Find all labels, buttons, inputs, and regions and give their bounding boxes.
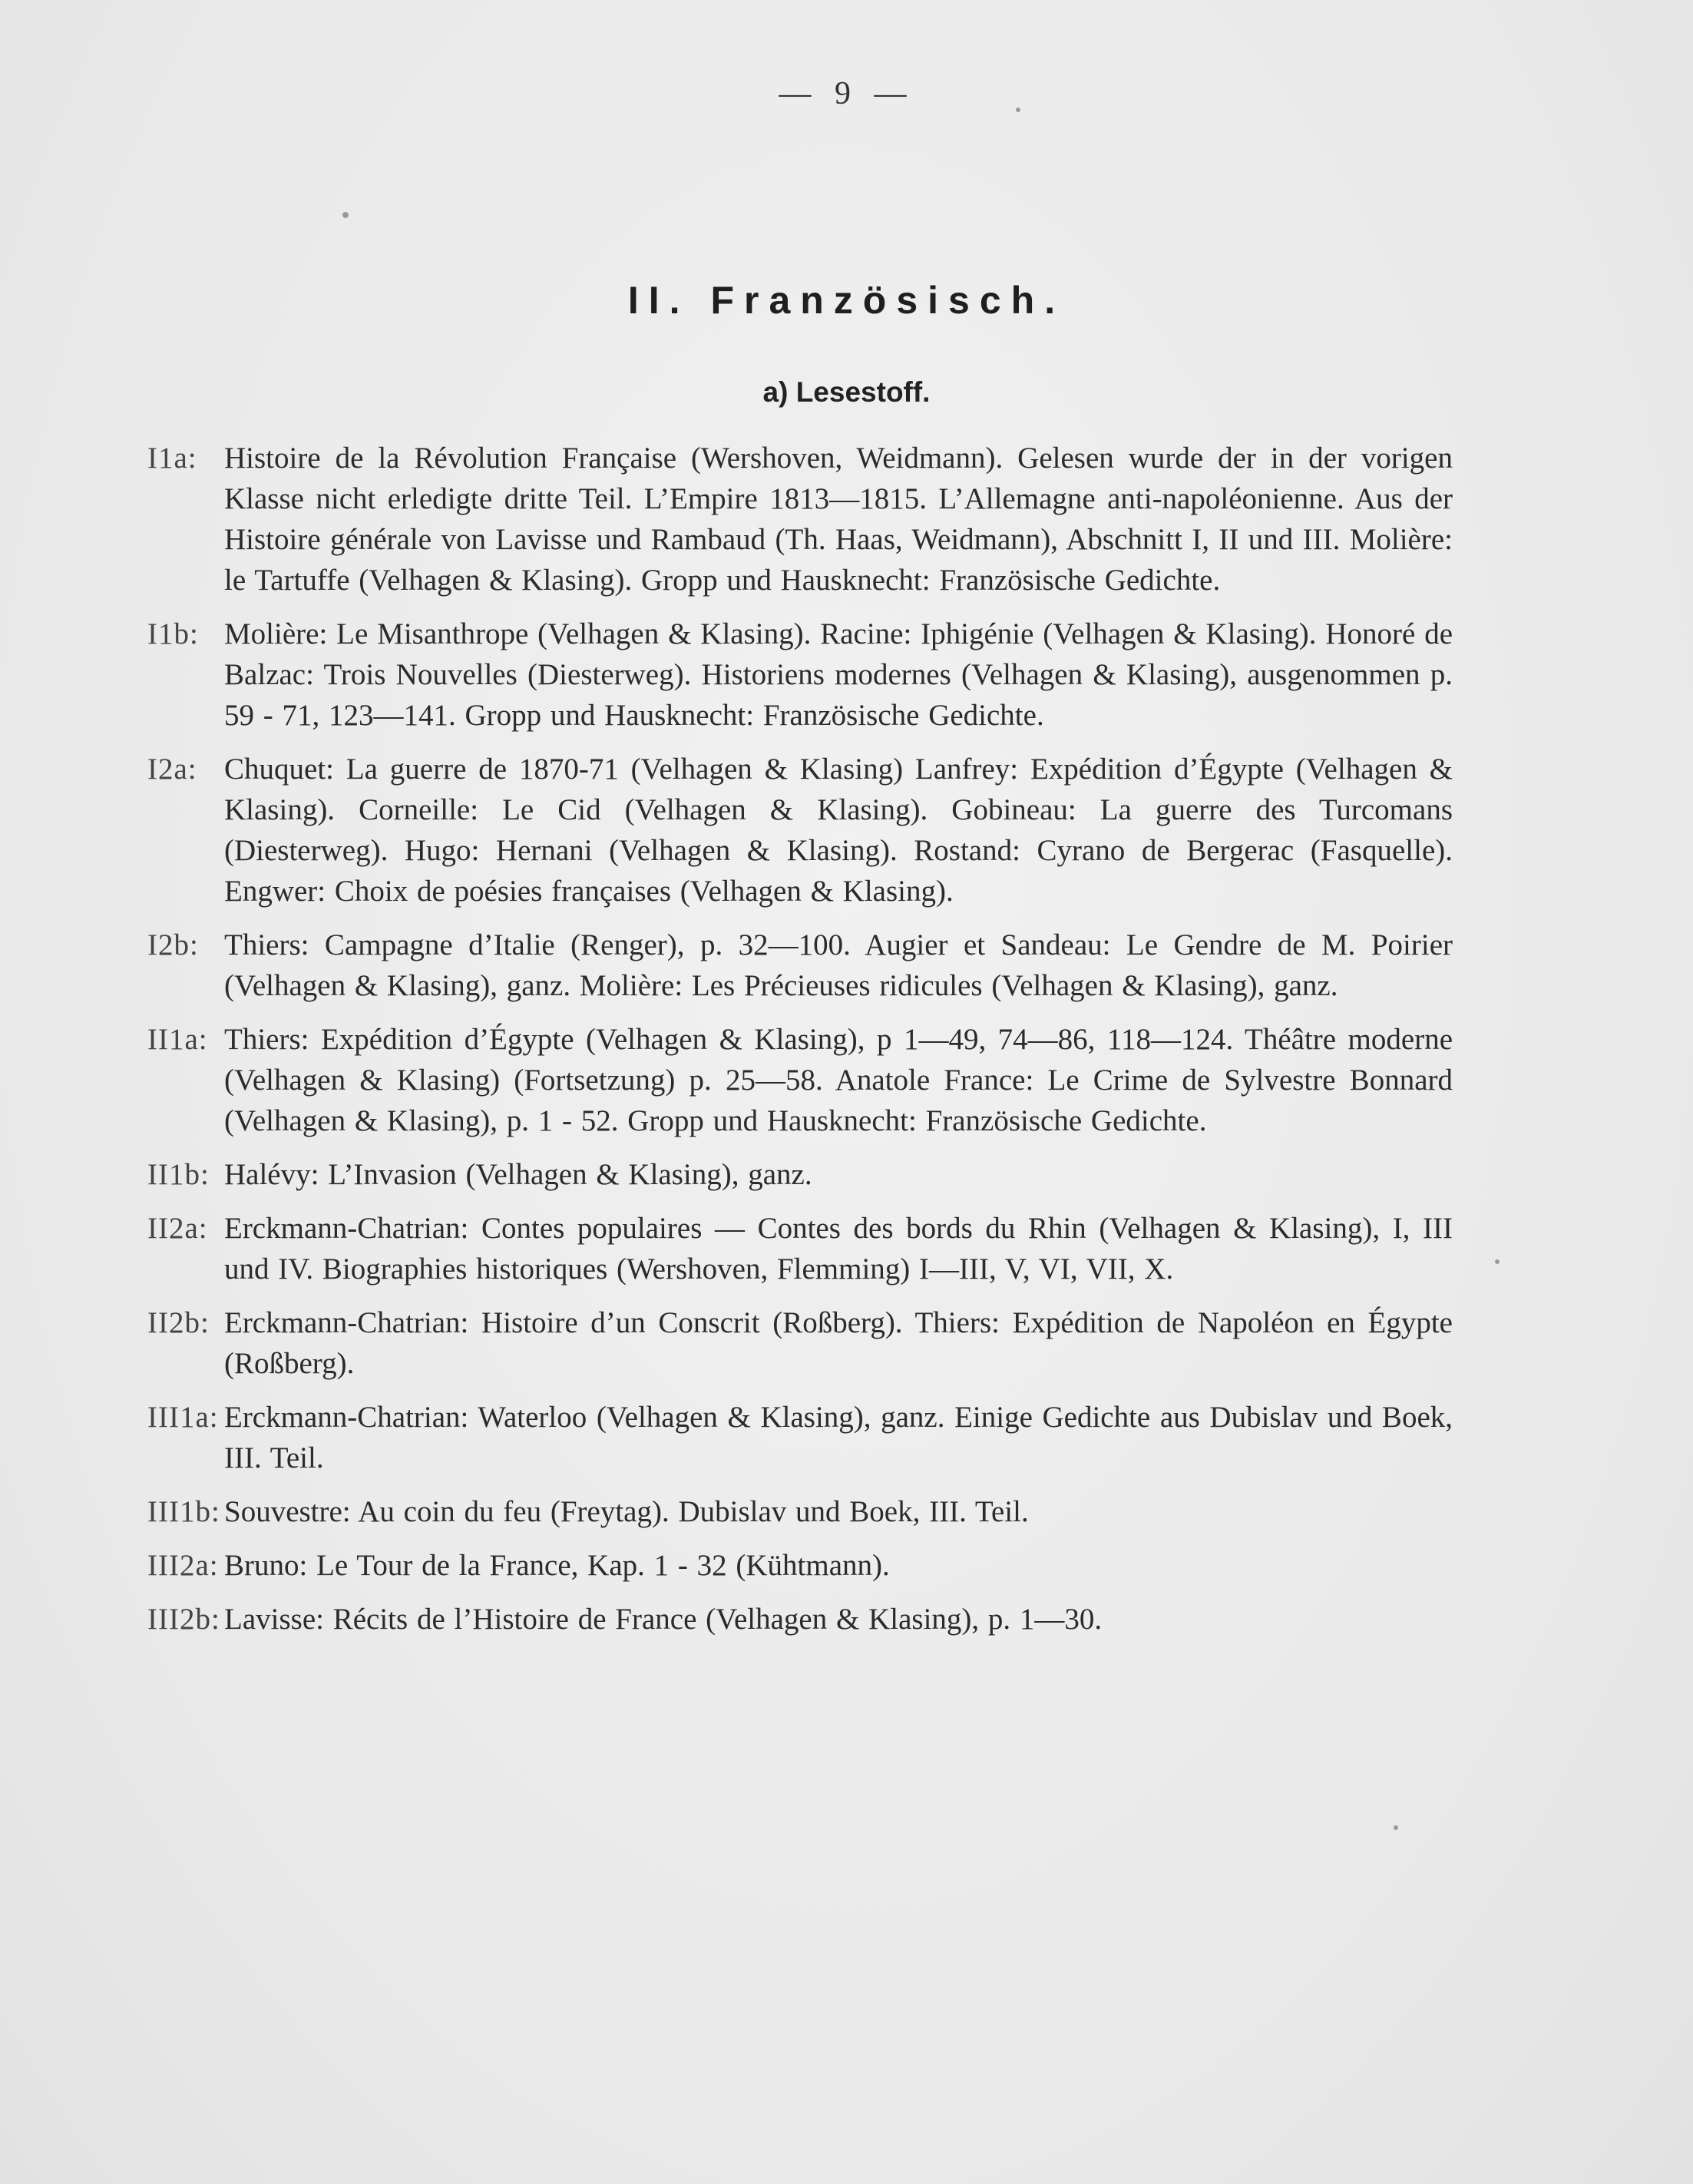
list-item	[147, 925, 1453, 1006]
reading-text: Lavisse: Récits de l’Histoire de France (Velhagen & Klasing), p. 1—30.	[224, 1603, 1103, 1636]
list-item	[147, 1208, 1453, 1289]
reading-list	[147, 438, 1453, 1653]
class-label: I1b:	[147, 617, 199, 650]
class-label: III1b:	[147, 1495, 220, 1528]
class-label: II1a:	[147, 1023, 208, 1056]
paper-speck	[1394, 1825, 1398, 1830]
list-item	[147, 749, 1453, 912]
subsection-title: a) Lesestoff.	[762, 376, 931, 408]
class-label: I2b:	[147, 928, 199, 961]
reading-text: Histoire de la Révolution Française (Wershoven, Weidmann). Gelesen wurde der in der vorigen Klasse nicht erledigte dritte Teil. L’Empire 1813—1815. L’Allemagne anti-napoléonienne. Aus der Histoire générale von Lavisse und Rambaud (Th. Haas, Weidmann), Abschnitt I, II und III. Molière: le Tartuffe (Velhagen & Klasing). Gropp und Hausknecht: Französische Gedichte.	[224, 442, 1453, 597]
list-item	[147, 1019, 1453, 1141]
list-item	[147, 1302, 1453, 1384]
class-label: III2a:	[147, 1549, 219, 1582]
class-label: II2b:	[147, 1306, 210, 1339]
reading-text: Erckmann-Chatrian: Contes populaires — Contes des bords du Rhin (Velhagen & Klasing), I, III und IV. Biographies historiques (Wershoven, Flemming) I—III, V, VI, VII, X.	[224, 1212, 1453, 1286]
reading-text: Erckmann-Chatrian: Waterloo (Velhagen & Klasing), ganz. Einige Gedichte aus Dubislav und Boek, III. Teil.	[224, 1401, 1453, 1474]
paper-speck	[342, 212, 349, 218]
class-label: III2b:	[147, 1603, 220, 1636]
class-label: I2a:	[147, 753, 197, 786]
list-item	[147, 1599, 1453, 1640]
class-label: I1a:	[147, 442, 197, 475]
reading-text: Thiers: Campagne d’Italie (Renger), p. 32—100. Augier et Sandeau: Le Gendre de M. Poirier (Velhagen & Klasing), ganz. Molière: Les Précieuses ridicules (Velhagen & Klasing), ganz.	[224, 928, 1453, 1002]
list-item	[147, 1397, 1453, 1478]
section-title: II. Französisch.	[627, 279, 1066, 322]
list-item	[147, 614, 1453, 736]
paper-speck	[1495, 1259, 1500, 1264]
page-number: — 9 —	[779, 76, 914, 111]
reading-text: Souvestre: Au coin du feu (Freytag). Dubislav und Boek, III. Teil.	[224, 1495, 1029, 1528]
reading-text: Thiers: Expédition d’Égypte (Velhagen & Klasing), p 1—49, 74—86, 118—124. Théâtre moderne (Velhagen & Klasing) (Fortsetzung) p. 25—58. Anatole France: Le Crime de Sylvestre Bonnard (Velhagen & Klasing), p. 1 - 52. Gropp und Hausknecht: Französische Gedichte.	[224, 1023, 1453, 1137]
class-label: II2a:	[147, 1212, 208, 1245]
class-label: II1b:	[147, 1158, 210, 1191]
list-item	[147, 1545, 1453, 1586]
reading-text: Bruno: Le Tour de la France, Kap. 1 - 32 (Kühtmann).	[224, 1549, 890, 1582]
reading-text: Molière: Le Misanthrope (Velhagen & Klasing). Racine: Iphigénie (Velhagen & Klasing). Honoré de Balzac: Trois Nouvelles (Diesterweg). Historiens modernes (Velhagen & Klasing), ausgenommen p. 59 - 71, 123—141. Gropp und Hausknecht: Französische Gedichte.	[224, 617, 1453, 732]
reading-text: Chuquet: La guerre de 1870-71 (Velhagen & Klasing) Lanfrey: Expédition d’Égypte (Velhagen & Klasing). Corneille: Le Cid (Velhagen & Klasing). Gobineau: La guerre des Turcomans (Diesterweg). Hugo: Hernani (Velhagen & Klasing). Rostand: Cyrano de Bergerac (Fasquelle). Engwer: Choix de poésies françaises (Velhagen & Klasing).	[224, 753, 1453, 908]
reading-text: Halévy: L’Invasion (Velhagen & Klasing), ganz.	[224, 1158, 812, 1191]
list-item	[147, 1491, 1453, 1532]
list-item	[147, 1154, 1453, 1195]
paper-speck	[1016, 108, 1020, 112]
class-label: III1a:	[147, 1401, 219, 1434]
reading-text: Erckmann-Chatrian: Histoire d’un Conscrit (Roßberg). Thiers: Expédition de Napoléon en Égypte (Roßberg).	[224, 1306, 1453, 1380]
list-item	[147, 438, 1453, 601]
